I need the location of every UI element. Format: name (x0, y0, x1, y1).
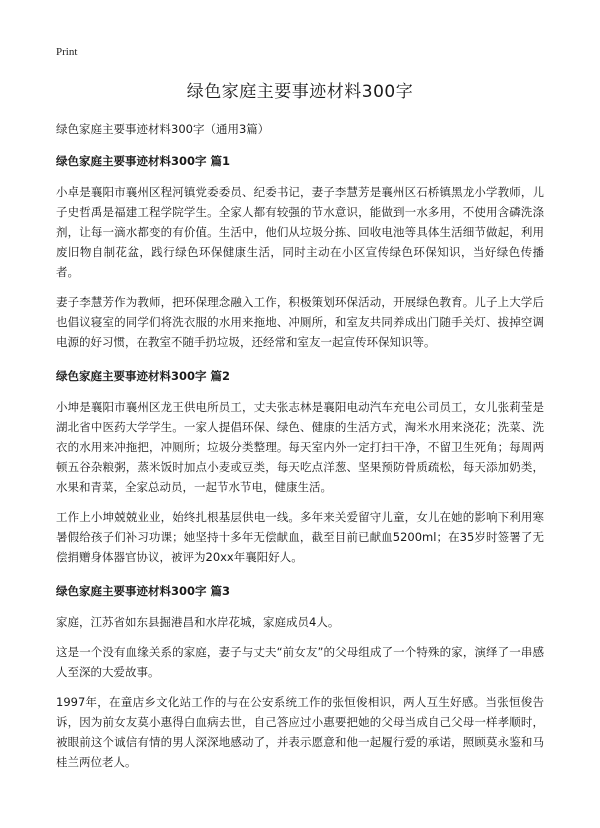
page-subtitle: 绿色家庭主要事迹材料300字（通用3篇） (56, 122, 270, 136)
page-title: 绿色家庭主要事迹材料300字 (186, 82, 414, 102)
paragraph: 妻子李慧芳作为教师，把环保理念融入工作，积极策划环保活动，开展绿色教育。儿子上大学后也倡议寝室的同学们将洗衣服的水用来拖地、冲厕所，和室友共同养成出门随手关灯、拔掉空调电源的好习惯，在教室不随手扔垃圾，还经常和室友一起宣传环保知识等。 (56, 295, 544, 349)
section-heading: 绿色家庭主要事迹材料300字 篇1 (56, 154, 231, 168)
section-heading: 绿色家庭主要事迹材料300字 篇3 (56, 584, 231, 598)
paragraph: 家庭，江苏省如东县掘港昌和水岸花城，家庭成员4人。 (56, 615, 340, 629)
section-3 (56, 583, 544, 772)
paragraph: 1997年，在童店乡文化站工作的与在公安系统工作的张恒俊相识，两人互生好感。当张恒俊告诉，因为前女友莫小惠得白血病去世，自己答应过小惠要把她的父母当成自己父母一样孝顺时，被眼前这个诚信有情的男人深深地感动了，并表示愿意和他一起履行爱的承诺，照顾莫永鉴和马桂兰两位老人。 (56, 695, 544, 769)
print-link[interactable]: Print (56, 46, 78, 58)
section-1 (56, 153, 544, 352)
paragraph: 这是一个没有血缘关系的家庭，妻子与丈夫“前女友”的父母组成了一个特殊的家，演绎了一串感人至深的大爱故事。 (56, 645, 544, 679)
section-heading: 绿色家庭主要事迹材料300字 篇2 (56, 369, 231, 383)
paragraph: 小坤是襄阳市襄州区龙王供电所员工，丈夫张志林是襄阳电动汽车充电公司员工，女儿张莉莹是湖北省中医药大学学生。一家人提倡环保、绿色、健康的生活方式，淘米水用来浇花；洗菜、洗衣的水用来冲拖把，冲厕所；垃圾分类整理。每天室内外一定打扫干净，不留卫生死角；每周两顿五谷杂粮粥，蒸米饭时加点小麦或豆类，每天吃点洋葱、坚果预防骨质疏松，每天添加奶类，水果和青菜，全家总动员，一起节水节电，健康生活。 (56, 400, 544, 494)
section-2 (56, 368, 544, 567)
paragraph: 工作上小坤兢兢业业，始终扎根基层供电一线。多年来关爱留守儿童，女儿在她的影响下利用寒暑假给孩子们补习功课；她坚持十多年无偿献血，截至目前已献血5200ml；在35岁时签署了无偿捐赠身体器官协议，被评为20xx年襄阳好人。 (56, 510, 544, 564)
paragraph: 小卓是襄阳市襄州区程河镇党委委员、纪委书记，妻子李慧芳是襄州区石桥镇黑龙小学教师，儿子史哲禹是福建工程学院学生。全家人都有较强的节水意识，能做到一水多用，不使用含磷洗涤剂，让每一滴水都变的有价值。生活中，他们从垃圾分拣、回收电池等具体生活细节做起，利用废旧物自制花盆，践行绿色环保健康生活，同时主动在小区宣传绿色环保知识，当好绿色传播者。 (56, 185, 544, 279)
